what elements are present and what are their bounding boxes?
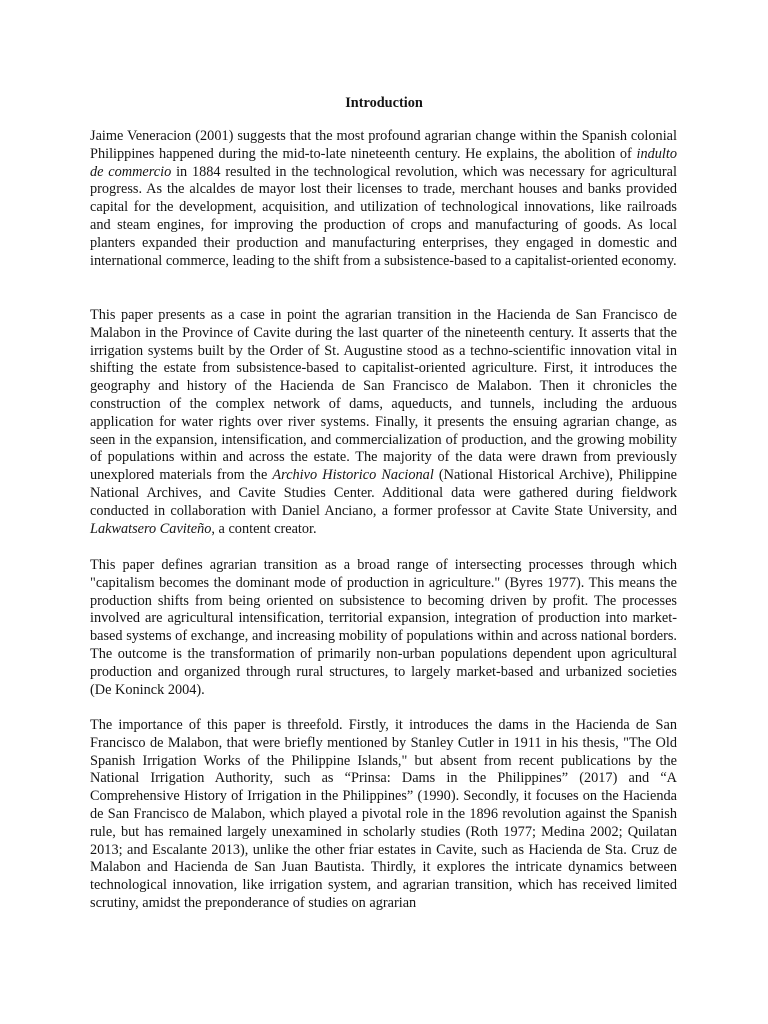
paragraph-2 xyxy=(90,307,677,538)
italic-term: indulto de commercio xyxy=(90,145,677,180)
text-segment: , a content creator. xyxy=(211,520,317,537)
text-segment: in 1884 resulted in the technological revolution, which was necessary for agricultural progress. As the alcaldes de mayor lost their licenses to trade, merchant houses and banks provided capital for the development, acquisition, and utilization of technological innovations, like railroads and steam engines, for improving the production of crops and manufacturing of goods. As local planters expanded their production and manufacturing enterprises, they engaged in domestic and international commerce, leading to the shift from a subsistence-based to a capitalist-oriented economy. xyxy=(90,163,677,269)
page-title: Introduction xyxy=(345,95,423,111)
paragraph-4 xyxy=(90,717,677,913)
italic-term: Archivo Historico Nacional xyxy=(272,467,434,484)
text-segment: This paper presents as a case in point the agrarian transition in the Hacienda de San Francisco de Malabon in the Province of Cavite during the last quarter of the nineteenth century. It asserts that the irrigation systems built by the Order of St. Augustine stood as a techno-scientific innovation vital in shifting the estate from subsistence-based to capitalist-oriented agriculture. First, it introduces the geography and history of the Hacienda de San Francisco de Malabon. Then it chronicles the construction of the complex network of dams, aqueducts, and tunnels, including the arduous application for water rights over river systems. Finally, it presents the ensuing agrarian change, as seen in the expansion, intensification, and commercialization of production, and the growing mobility of populations within and across the estate. The majority of the data were drawn from previously unexplored materials from the xyxy=(90,307,677,484)
paragraph-3 xyxy=(90,557,677,699)
text-segment: The importance of this paper is threefold. Firstly, it introduces the dams in the Hacienda de San Francisco de Malabon, that were briefly mentioned by Stanley Cutler in 1911 in his thesis, "The Old Spanish Irrigation Works of the Philippine Islands," but absent from recent publications by the National Irrigation Authority, such as “Prinsa: Dams in the Philippines” (2017) and “A Comprehensive History of Irrigation in the Philippines” (1990). Secondly, it focuses on the Hacienda de San Francisco de Malabon, which played a pivotal role in the 1896 revolution against the Spanish rule, but has remained largely unexamined in scholarly studies (Roth 1977; Medina 2002; Quilatan 2013; and Escalante 2013), unlike the other friar estates in Cavite, such as Hacienda de Sta. Cruz de Malabon and Hacienda de San Juan Bautista. Thirdly, it explores the intricate dynamics between technological innovation, like irrigation system, and agrarian transition, which has received limited scrutiny, amidst the preponderance of studies on agrarian xyxy=(90,717,677,911)
text-segment: (National Historical Archive), Philippine National Archives, and Cavite Studies Center. Additional data were gathered during fieldwork conducted in collaboration with Daniel Anciano, a former professor at Cavite State University, and xyxy=(90,467,677,519)
text-segment: Jaime Veneracion (2001) suggests that the most profound agrarian change within the Spanish colonial Philippines happened during the mid-to-late nineteenth century. He explains, the abolition of xyxy=(90,128,677,162)
italic-term: Lakwatsero Caviteño xyxy=(90,520,212,537)
paragraph-1 xyxy=(90,128,677,270)
text-segment: This paper defines agrarian transition as a broad range of intersecting processes through which "capitalism becomes the dominant mode of production in agriculture." (Byres 1977). This means the production shifts from being oriented on subsistence to becoming driven by profit. The processes involved are agricultural intensification, territorial expansion, integration of production into market-based systems of exchange, and increasing mobility of populations within and across national borders. The outcome is the transformation of primarily non-urban populations dependent upon agricultural production and organized through rural structures, to largely market-based and urbanized societies (De Koninck 2004). xyxy=(90,557,677,698)
